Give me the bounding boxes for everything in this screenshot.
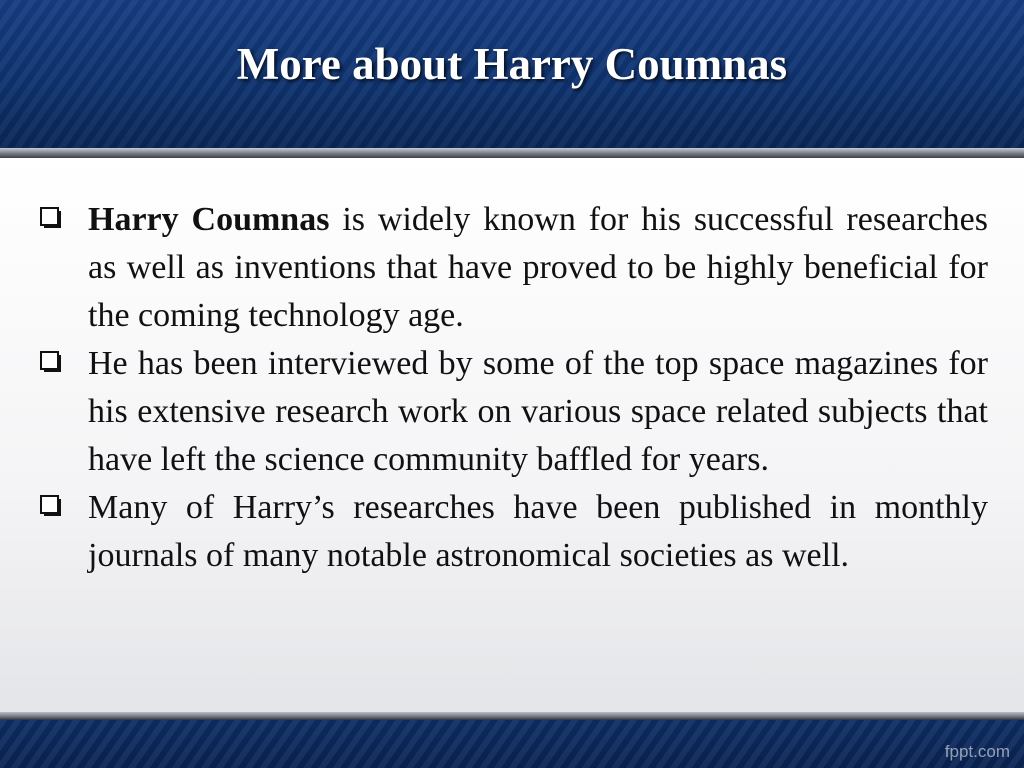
footer-band xyxy=(0,720,1024,768)
bullet-3-text: Many of Harry’s researches have been published in monthly journals of many notable astronomical societies as well. xyxy=(88,489,988,574)
footer-divider xyxy=(0,712,1024,720)
watermark: fppt.com xyxy=(944,742,1010,761)
checkbox-icon xyxy=(40,207,62,229)
bullet-item-1 xyxy=(38,196,988,340)
header-band xyxy=(0,0,1024,148)
bullet-1-bold-text: Harry Coumnas xyxy=(88,201,330,238)
checkbox-icon xyxy=(40,495,62,517)
bullet-2-text: He has been interviewed by some of the top space magazines for his extensive research work on various space related subjects that have left the science community baffled for years. xyxy=(88,345,988,478)
slide-title: More about Harry Coumnas xyxy=(236,39,788,89)
bullet-item-3 xyxy=(38,484,988,580)
bullet-item-2 xyxy=(38,340,988,484)
bullet-list xyxy=(38,196,988,580)
checkbox-icon xyxy=(40,351,62,373)
header-divider xyxy=(0,148,1024,158)
bullet-1-text: is widely known for his successful researches as well as inventions that have proved to be highly beneficial for the coming technology age. xyxy=(88,201,988,334)
